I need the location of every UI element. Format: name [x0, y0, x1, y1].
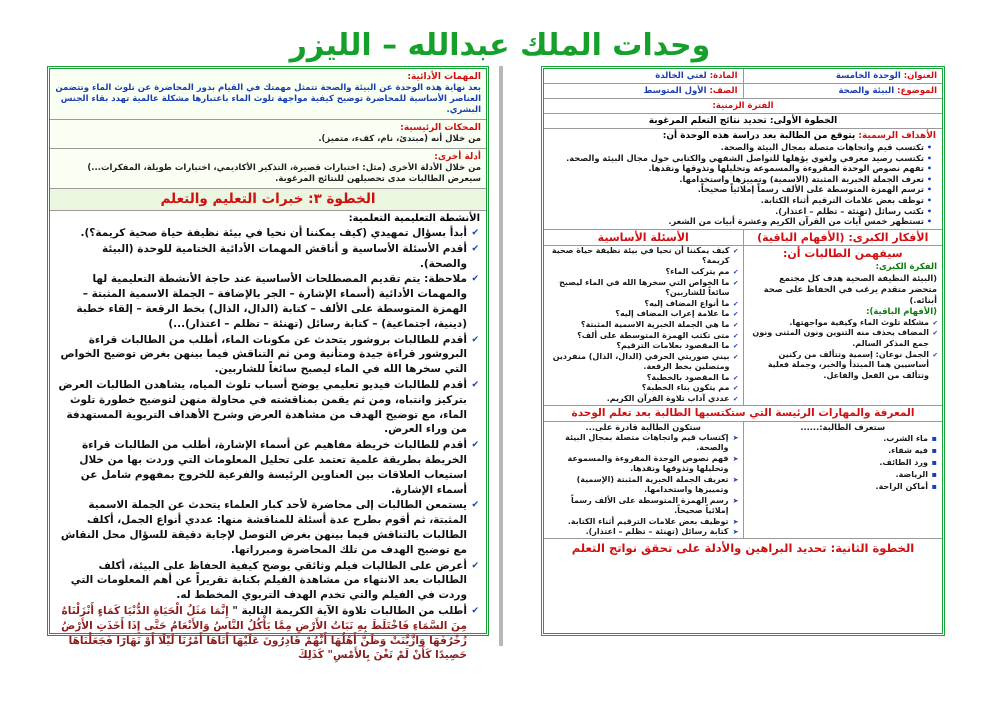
question-item: ✔ ما علامة إعراب المضاف إليه؟ [547, 309, 739, 320]
subject-label: المادة: [709, 71, 738, 81]
criteria-section [50, 120, 486, 149]
big-ideas-column [743, 230, 943, 405]
goal-item: • ترسم الهمزة المتوسطة على الألف رسماً إملائياً صحيحاً. [551, 184, 933, 195]
grade-label: الصف: [709, 86, 738, 96]
goal-item: • تكتسب قيم واتجاهات متصلة بمجال البيئة والصحة. [551, 142, 933, 153]
step1-row [544, 114, 942, 129]
essential-questions-column [544, 230, 743, 405]
know-skills-row [544, 422, 942, 539]
know-list [744, 433, 943, 493]
know-item: ▪ الرياضة. [747, 469, 939, 481]
lasting-list [744, 318, 943, 382]
know-item: ▪ فيه شفاء. [747, 445, 939, 457]
lasting-item: ✔ الجمل نوعان: إسمية وتتألف من ركنين أساسيين هما المبتدأ والخبر، وجملة فعلية وتتألف من الفعل والفاعل. [747, 350, 939, 382]
activity-item: ✔ أقدم للطالبات فيديو تعليمي يوضح أسباب تلوث المياه، يشاهدن الطالبات العرض بتركيز وانتباه، ومن ثم يقمن بمناقشته في محاولة منهن لتوضيح خطورة تلوث الماء، مع توضيح الهدف من مشاهدة العرض وشرح الأهداف التربوية المستهدفة من وراء العرض. [55, 378, 479, 437]
activity-item: ✔ يستمعن الطالبات إلى محاضرة لأحد كبار العلماء يتحدث عن الجملة الاسمية المثبتة، ثم أقوم بطرح عدة أسئلة للمناقشة منها: عددي أنواع الجمل، أكلف الطالبات بالتناقش فيما بينهن بغرض التوصل لإجابة دقيقة للسؤال محل النقاش مع توضيح الهدف من تلك المحاضرة ومبرراتها. [55, 498, 479, 557]
question-item: ✔ كيف يمكننا أن نحيا في بيئة نظيفة حياة صحية كريمة؟ [547, 246, 739, 267]
know-column [743, 422, 943, 538]
subject-cell [544, 69, 744, 83]
question-item: ✔ مم يتكون بناء الخطبة؟ [547, 383, 739, 394]
know-item: ▪ أماكن الراحة. [747, 481, 939, 493]
skill-item: ➤ إكتساب قيم واتجاهات متصلة بمجال البيئة والصحة. [547, 433, 739, 454]
question-item: ✔ ما المقصود بعلامات الترقيم؟ [547, 341, 739, 352]
unit-title-label: العنوان: [903, 71, 937, 81]
goals-header [547, 130, 939, 142]
activities-label: الأنشطة التعليمية التعلمية: [348, 213, 480, 224]
skills-list [544, 433, 743, 538]
question-item: ✔ ما المقصود بالخطبة؟ [547, 373, 739, 384]
quran-verse: إِنَّمَا مَثَلُ الْحَيَاةِ الدُّنْيَا كَمَاءٍ أَنْزَلْنَاهُ مِنَ السَّمَاءِ فَاخْتَلَطَ بِهِ نَبَاتُ الأَرْضِ مِمَّا يَأْكُلُ النَّاسُ وَالأَنْعَامُ حَتَّى إِذَا أَخَذَتِ الأَرْضُ زُخْرُفَهَا وَازَّيَّنَتْ وَظَنَّ أَهْلُهَا أَنَّهُمْ قَادِرُونَ عَلَيْهَا أَتَاهَا أَمْرُنَا لَيْلًا أَوْ نَهَارًا فَجَعَلْنَاهَا حَصِيدًا كَأَنْ لَمْ تَغْنَ بِالأَمْسِ" كَذَلِكَ [61, 604, 467, 662]
criteria-label: المحكات الرئيسية: [400, 123, 481, 133]
goal-item: • تكتب رسائل (تهنئة – تظلم – اعتذار). [551, 206, 933, 217]
activity-item: ✔ أعرض على الطالبات فيلم وثائقي يوضح كيفية الحفاظ على البيئة، أكلف الطالبات بعد الانتهاء من مشاهدة الفيلم بكتابة تقريراً عن أهم المعلومات التي وردت في الفيلم والتي تخدم الهدف التربوي المخطط له. [55, 559, 479, 603]
step3-heading: الخطوة ٣: خبرات التعليم والتعلم [50, 189, 486, 211]
right-page [541, 66, 945, 636]
lasting-item: ✔ المضاف يحذف منه التنوين ونون المثنى ونون جمع المذكر السالم. [747, 328, 939, 349]
goals-label: الأهداف الرسمية: [858, 131, 936, 141]
question-item: ✔ مم يتركب الماء؟ [547, 267, 739, 278]
time-row [544, 99, 942, 114]
activity-item: ✔ أقدم الأسئلة الأساسية و أناقش المهمات الأدائية الختامية للوحدة (البيئة والصحة). [55, 242, 479, 272]
skill-item: ➤ توظيف بعض علامات الترقيم أثناء الكتابة. [547, 517, 739, 528]
unit-title-cell [744, 69, 943, 83]
big-ideas-heading: الأفكار الكبرى: (الأفهام الباقية) [744, 230, 943, 246]
activity-item: ✔ أبدأ بسؤال تمهيدي (كيف يمكننا أن نحيا في بيئة نظيفة حياة صحية كريمة؟). [55, 226, 479, 241]
goal-item: • توظف بعض علامات الترقيم أثناء الكتابة. [551, 195, 933, 206]
activity-item-verse [55, 604, 479, 663]
goal-item: • تستظهر خمس آيات من القرآن الكريم وعشرة أبيات من الشعر. [551, 216, 933, 227]
know-item: ▪ ماء الشرب. [747, 433, 939, 445]
grade-value: الأول المتوسط [643, 86, 707, 96]
question-item: ✔ عددي آداب تلاوة القرآن الكريم. [547, 394, 739, 405]
skill-item: ➤ كتابة رسائل (تهنئة – تظلم – اعتذار). [547, 527, 739, 538]
know-intro: ستعرف الطالبة:...... [800, 421, 886, 432]
goal-item: • تعرف الجملة الخبرية المثبتة (الاسمية) وتمييزها واستخدامها. [551, 174, 933, 185]
knowledge-skills-heading: المعرفة والمهارات الرئيسة التي ستكتسبها الطالبة بعد تعلم الوحدة [544, 406, 942, 422]
lasting-item: ✔ مشكلة تلوث الماء وكيفية مواجهتها. [747, 318, 939, 329]
question-item: ✔ ما أنواع المضاف إليه؟ [547, 299, 739, 310]
skill-item: ➤ تعريف الجملة الخبرية المثبتة (الإسمية) وتمييزها واستخدامها. [547, 475, 739, 496]
know-item: ▪ ورد الطائف. [747, 457, 939, 469]
performance-tasks-text: بعد نهاية هذه الوحدة عن البيئة والصحة تتمثل مهمتك في القيام بدور المحاضرة عن تلوث الماء وتتضمن العناصر الأساسية للمحاضرة توضيح كيفية مواجهة تلوث الماء باعتبارها مشكلة عالمية تهدد بقاء الجنس البشري. [55, 83, 481, 115]
question-item: ✔ متى تكتب الهمزة المتوسطة على ألف؟ [547, 331, 739, 342]
lasting-understandings-label: (الأفهام الباقية): [866, 306, 937, 317]
essential-questions-heading: الأسئلة الأساسية [544, 230, 743, 246]
info-row-1 [544, 69, 942, 84]
topic-cell [744, 84, 943, 98]
question-item: ✔ ما الخواص التي سخرها الله في الماء ليصبح سائغاً للشاربين؟ [547, 278, 739, 299]
goals-section [544, 129, 942, 230]
criteria-text: من خلال أنه (مبتدئ، نام، كفء، متميز). [318, 134, 481, 144]
time-period-label: الفترة الزمنية: [712, 101, 774, 111]
activity-verse-intro: أطلب من الطالبات تلاوة الآية الكريمة التالية " [232, 604, 467, 617]
understand-intro: سيفهمن الطالبات أن: [782, 246, 903, 260]
step2-heading: الخطوة الثانية: تحديد البراهين والأدلة على تحقق نواتج التعلم [571, 540, 915, 555]
topic-label: الموضوع: [897, 86, 937, 96]
question-item: ✔ ما هي الجملة الخبرية الاسمية المثبتة؟ [547, 320, 739, 331]
ideas-questions-row [544, 230, 942, 406]
subject-value: لغتي الخالدة [655, 71, 707, 81]
activity-item: ✔ أقدم للطالبات خريطة مفاهيم عن أسماء الإشارة، أطلب من الطالبات قراءة الخريطة بطريقة علمية تعتمد على تحليل المعلومات التي وردت بها من خلال استيعاب العلاقات بين العناوين الرئيسة والفرعية للخروج بمفهوم شامل عن أسماء الإشارة. [55, 438, 479, 497]
skill-item: ➤ رسم الهمزة المتوسطة على الألف رسماً إملائياً صحيحاً. [547, 496, 739, 517]
goals-intro: يتوقع من الطالبة بعد دراسة هذه الوحدة أن: [662, 131, 856, 141]
other-evidence-section [50, 149, 486, 189]
step1-heading: الخطوة الأولى: تحديد نتائج التعلم المرغوبة [648, 116, 838, 126]
activities-list [50, 226, 486, 663]
other-evidence-label: أدلة أخرى: [434, 152, 481, 162]
activity-item: ✔ أقدم للطالبات بروشور يتحدث عن مكونات الماء، أطلب من الطالبات قراءة البروشور قراءة جيدة ومتأنية ومن ثم التناقش فيما بينهن بغرض توضيح الخواص التي سخرها الله في الماء ليصبح سائغاً للشاربين. [55, 333, 479, 377]
info-row-2 [544, 84, 942, 99]
skill-item: ➤ فهم نصوص الوحدة المقروءة والمسموعة وتحليلها وتذوقها ونقدها. [547, 454, 739, 475]
page-title: وحدات الملك عبدالله – الليزر [289, 28, 711, 63]
skills-column [544, 422, 743, 538]
question-item: ✔ بيني صوريتي الحرفي (الدال، الذال) منفردين ومتصلين بخط الرقعة. [547, 352, 739, 373]
big-idea-label: الفكرة الكبرى: [875, 261, 937, 272]
performance-tasks-label: المهمات الأدائية: [407, 72, 481, 82]
goal-item: • تكتسب رصيد معرفي ولغوي يؤهلها للتواصل الشفهي والكتابي حول مجال البيئة والصحة. [551, 153, 933, 164]
activity-item: ✔ ملاحظة: يتم تقديم المصطلحات الأساسية عند حاجة الأنشطة التعليمية لها والمهمات الأدائية (أسماء الإشارة – الجر بالإضافة – الجملة الاسمية المثبتة – الهمزة المتوسطة على الألف – كتابة (الدال، الذال) بخط الرقعة – إلقاء خطبة (دينية، اجتماعية) – كتابة رسائل (تهنئة – تظلم – اعتذار)...) [55, 272, 479, 331]
grade-cell [544, 84, 744, 98]
page-divider [499, 66, 503, 646]
other-evidence-text: من خلال الأدلة الأخرى (مثل: اختبارات قصيرة، التذكير الأكاديمي، اختبارات طويلة، المفكرات...) سيعرض الطالبات مدى تحصيلهن للنتائج المرغوبة. [87, 163, 481, 184]
topic-value: البيئة والصحة [838, 86, 895, 96]
goals-list [547, 142, 939, 227]
unit-title-value: الوحدة الخامسة [835, 71, 901, 81]
questions-list [544, 246, 743, 405]
left-page [47, 66, 489, 662]
big-idea-text: (البيئة النظيفة الصحية هدف كل مجتمع متحضر متقدم يرغب في الحفاظ على صحة أبنائه.) [763, 272, 937, 305]
skills-intro: ستكون الطالبة قادرة على... [585, 421, 701, 432]
performance-tasks-section [50, 69, 486, 120]
goal-item: • تفهم نصوص الوحدة المقروءة والمسموعة وتحليلها وتذوقها ونقدها. [551, 163, 933, 174]
